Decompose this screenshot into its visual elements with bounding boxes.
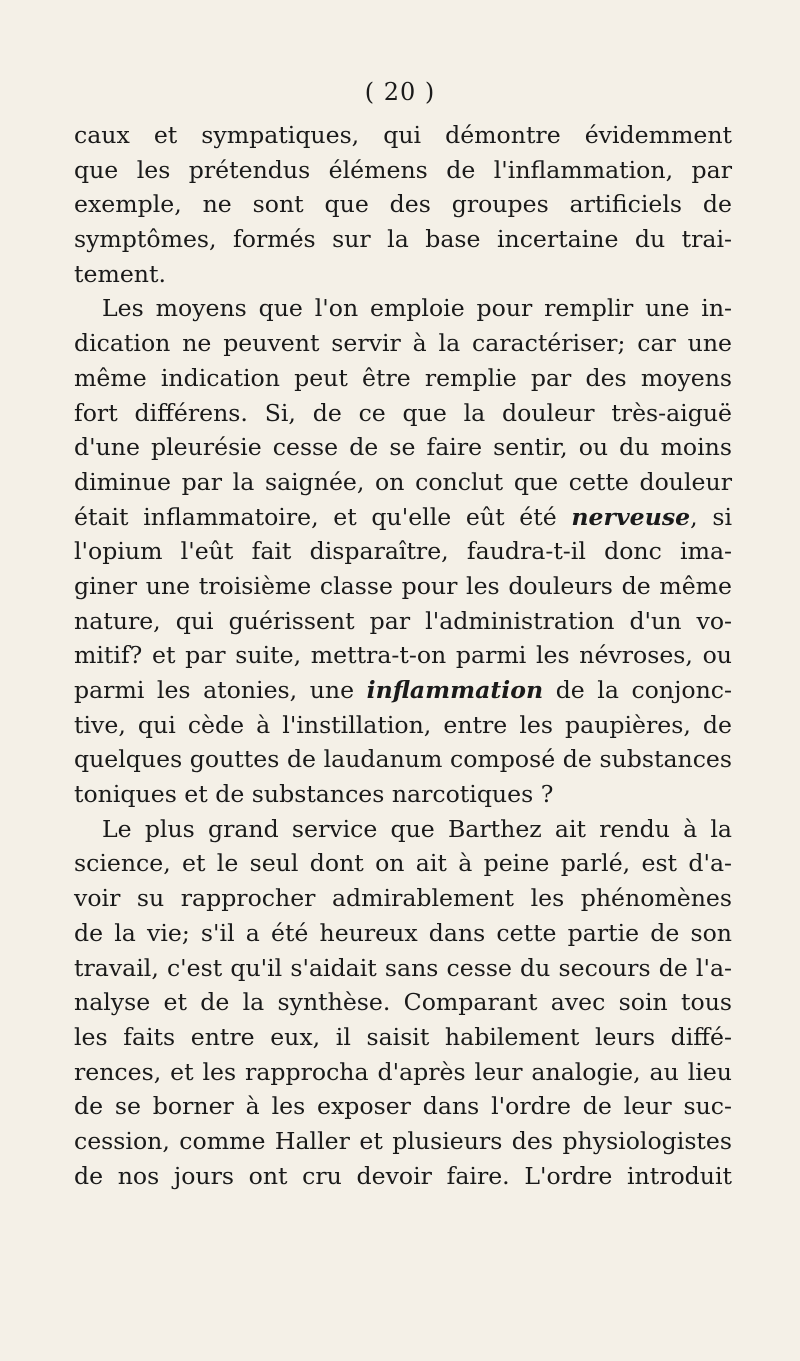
text-line: cession, comme Haller et plusieurs des physiologistes xyxy=(74,1126,732,1155)
text-line: giner une troisième classe pour les douleurs de même xyxy=(74,571,732,600)
text-line: dication ne peuvent servir à la caractériser; car une xyxy=(74,329,732,358)
text-segment: était inflammatoire, et qu'elle eût été xyxy=(74,502,572,531)
text-line: caux et sympatiques, qui démontre évidemment xyxy=(74,121,732,149)
text-line: travail, c'est qu'il s'aidait sans cesse du secours de l'a- xyxy=(74,953,732,982)
text-segment: parmi les atonies, une xyxy=(74,676,367,704)
text-line: de la vie; s'il a été heureux dans cette partie de son xyxy=(74,918,732,947)
emphasized-term: nerveuse xyxy=(571,502,691,531)
text-line: tement. xyxy=(74,259,166,288)
emphasized-term: inflammation xyxy=(366,676,544,704)
text-line: science, et le seul dont on ait à peine parlé, est d'a- xyxy=(74,849,732,878)
text-line: quelques gouttes de laudanum composé de substances xyxy=(74,745,732,774)
text-line: toniques et de substances narcotiques ? xyxy=(74,780,554,809)
text-line: mitif? et par suite, mettra-t-on parmi les névroses, ou xyxy=(74,641,732,670)
text-line: tive, qui cède à l'instillation, entre les paupières, de xyxy=(74,710,732,739)
text-line: Les moyens que l'on emploie pour remplir une in- xyxy=(102,294,732,323)
text-line: diminue par la saignée, on conclut que cette douleur xyxy=(74,467,732,496)
text-line: même indication peut être remplie par des moyens xyxy=(74,363,732,392)
text-line: fort différens. Si, de ce que la douleur très-aiguë xyxy=(74,398,732,427)
text-line: de nos jours ont cru devoir faire. L'ordre introduit xyxy=(74,1161,732,1190)
text-line: Le plus grand service que Barthez ait rendu à la xyxy=(102,814,732,843)
text-line: nature, qui guérissent par l'administration d'un vo- xyxy=(74,606,732,635)
text-line: rences, et les rapprocha d'après leur analogie, au lieu xyxy=(74,1057,732,1086)
text-line: l'opium l'eût fait disparaître, faudra-t-il donc ima- xyxy=(74,537,732,566)
text-line xyxy=(74,673,732,708)
text-line: voir su rapprocher admirablement les phénomènes xyxy=(74,884,732,913)
text-segment: de la conjonc- xyxy=(543,676,732,704)
text-segment: , si xyxy=(690,502,732,531)
body-text xyxy=(74,118,732,1193)
text-line: exemple, ne sont que des groupes artificiels de xyxy=(74,190,732,219)
text-line xyxy=(74,500,732,535)
text-line: de se borner à les exposer dans l'ordre de leur suc- xyxy=(74,1092,732,1121)
text-line: nalyse et de la synthèse. Comparant avec soin tous xyxy=(74,988,732,1017)
text-line: d'une pleurésie cesse de se faire sentir, ou du moins xyxy=(74,433,732,462)
text-line: que les prétendus élémens de l'inflammation, par xyxy=(74,155,732,184)
text-line: les faits entre eux, il saisit habilement leurs diffé- xyxy=(74,1022,732,1051)
page-number: ( 20 ) xyxy=(364,78,436,106)
text-line: symptômes, formés sur la base incertaine du trai- xyxy=(74,225,732,254)
